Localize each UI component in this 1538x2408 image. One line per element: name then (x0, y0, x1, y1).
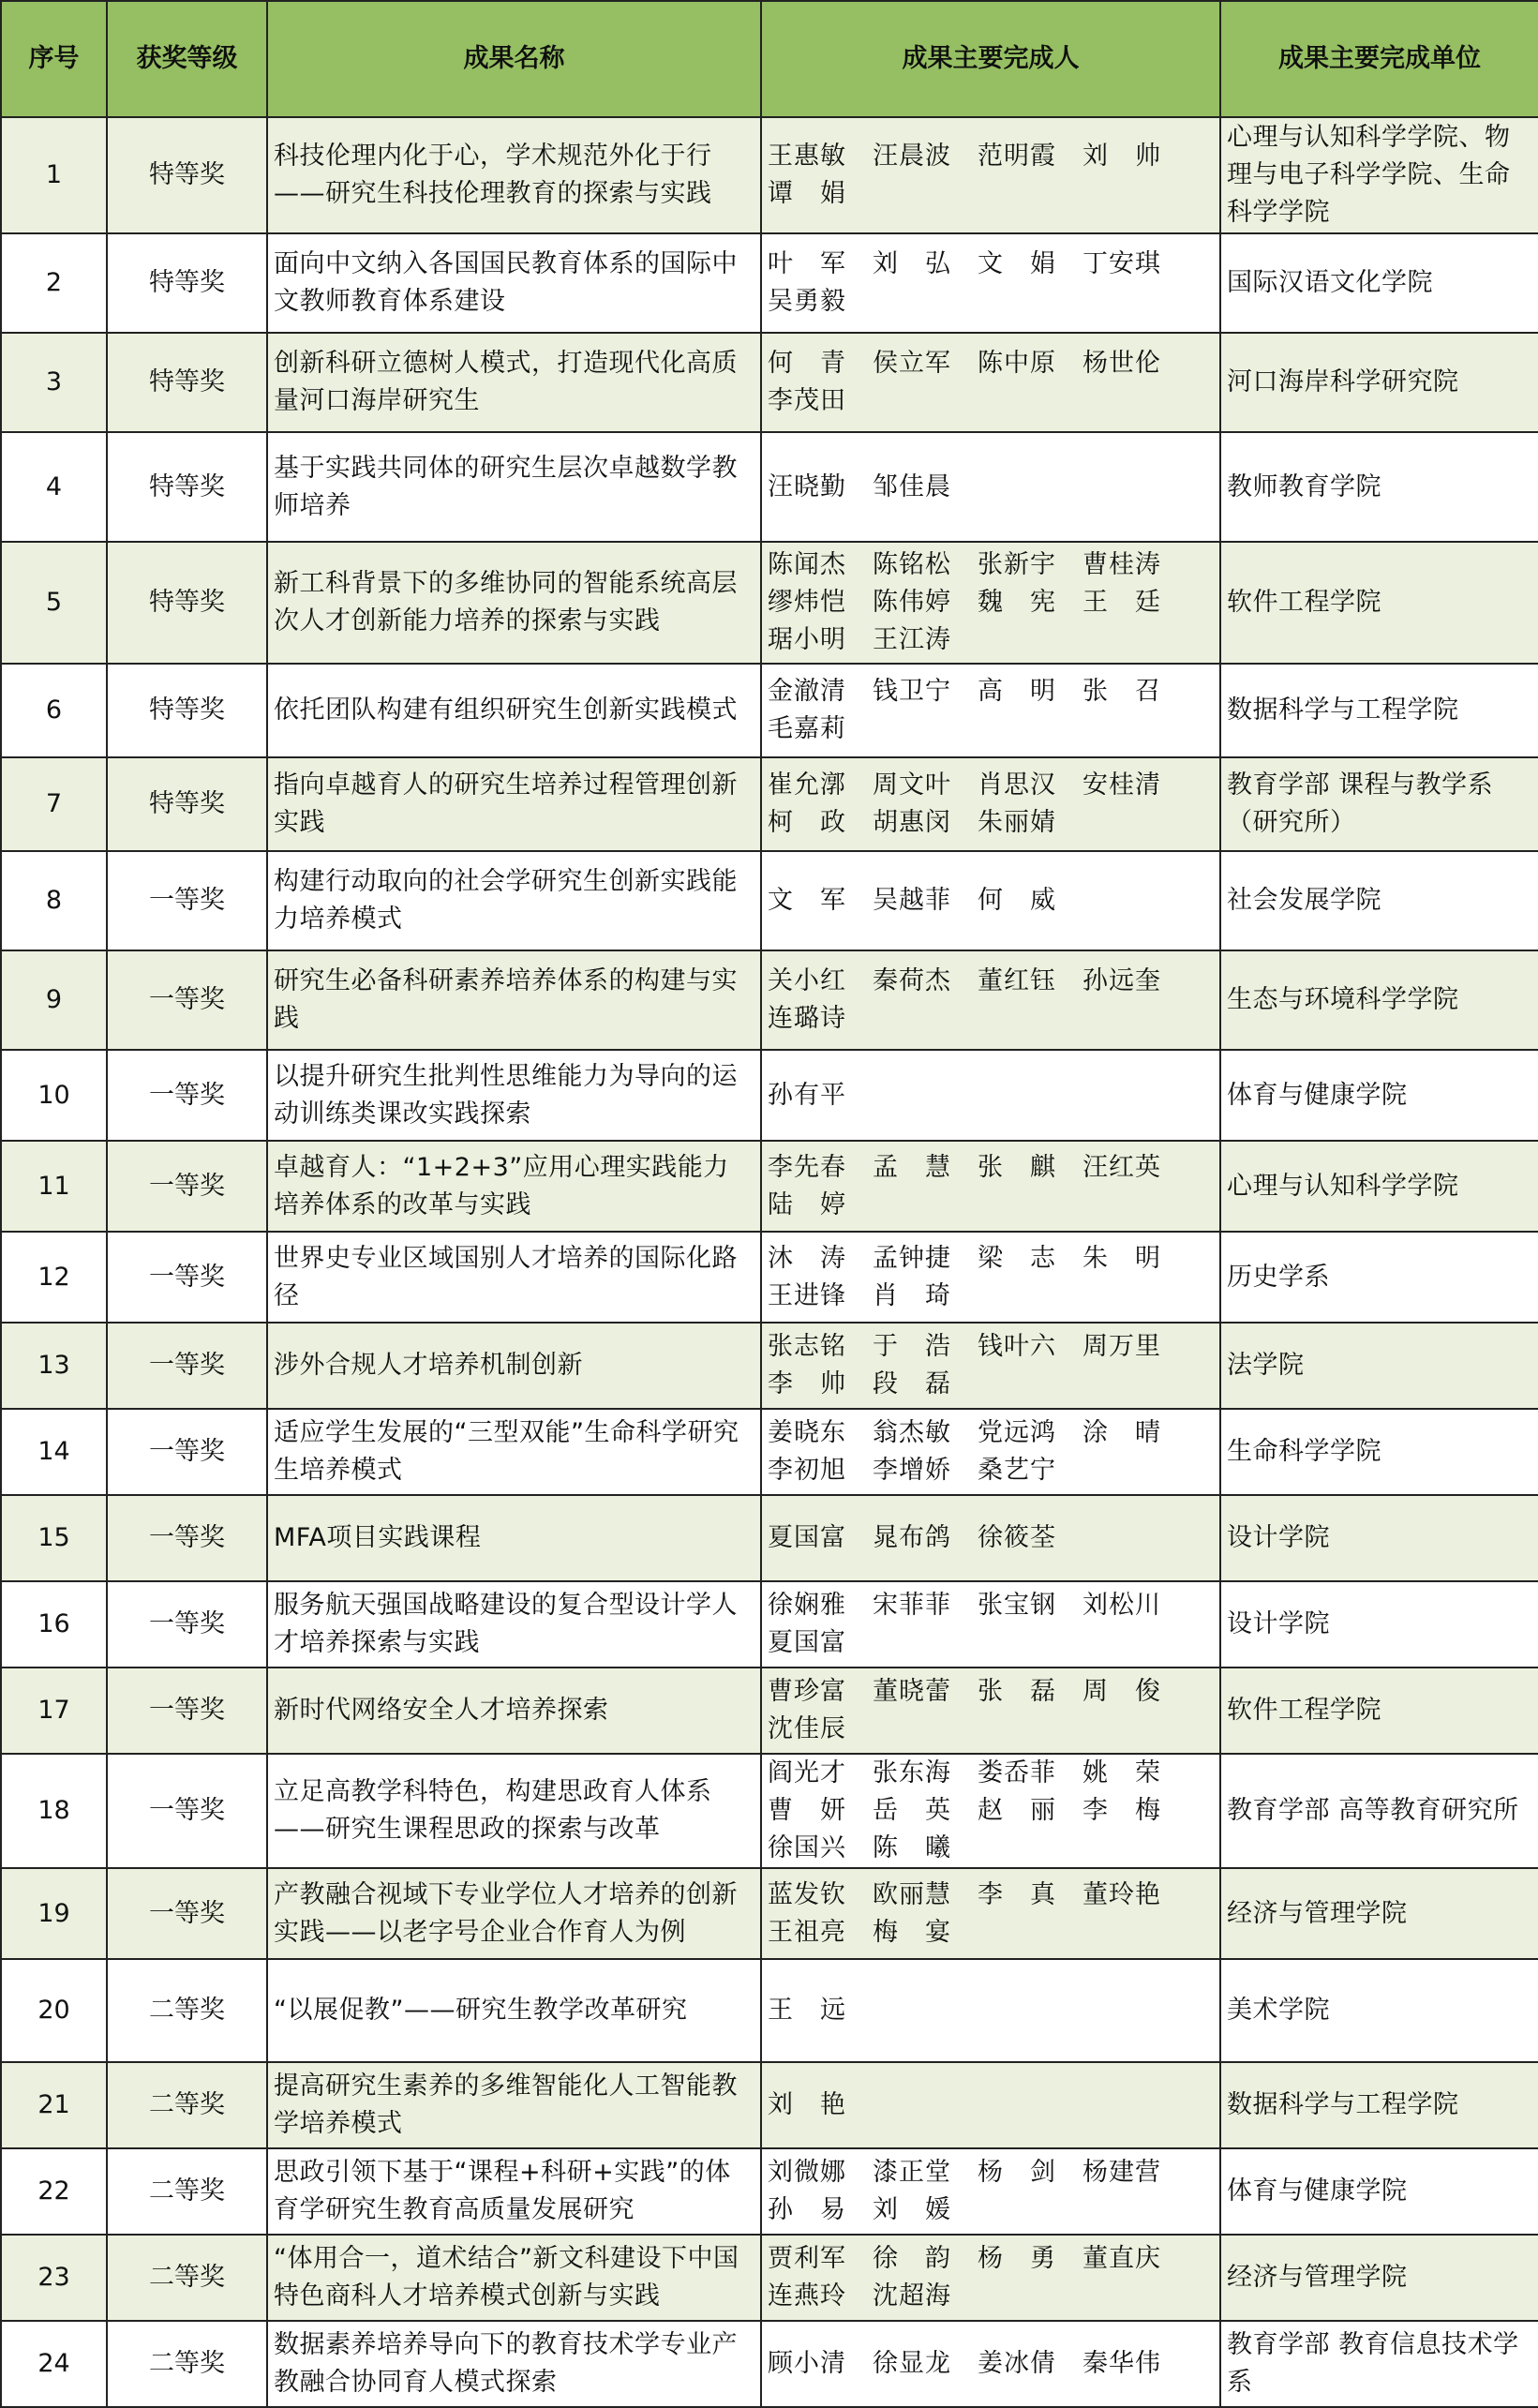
achievement-name: 以提升研究生批判性思维能力为导向的运动训练类课改实践探索 (267, 1050, 761, 1141)
main-unit: 设计学院 (1220, 1495, 1538, 1581)
table-row (1, 117, 1538, 233)
table-row (1, 2148, 1538, 2235)
row-number: 23 (1, 2235, 107, 2321)
row-number: 2 (1, 233, 107, 333)
main-unit: 心理与认知科学学院 (1220, 1141, 1538, 1232)
award-level: 二等奖 (107, 2062, 267, 2148)
table-row (1, 664, 1538, 757)
achievement-name: 面向中文纳入各国国民教育体系的国际中文教师教育体系建设 (267, 233, 761, 333)
main-unit: 数据科学与工程学院 (1220, 664, 1538, 757)
achievement-name: 数据素养培养导向下的教育技术学专业产教融合协同育人模式探索 (267, 2321, 761, 2407)
main-unit: 生态与环境科学学院 (1220, 950, 1538, 1050)
main-unit: 教育学部 教育信息技术学系 (1220, 2321, 1538, 2407)
achievement-name: 思政引领下基于“课程+科研+实践”的体育学研究生教育高质量发展研究 (267, 2148, 761, 2235)
table-row (1, 2235, 1538, 2321)
row-number: 13 (1, 1323, 107, 1409)
main-contributors: 贾利军 徐 韵 杨 勇 董直庆 连燕玲 沈超海 (761, 2235, 1220, 2321)
main-unit: 法学院 (1220, 1323, 1538, 1409)
achievement-name: 世界史专业区域国别人才培养的国际化路径 (267, 1232, 761, 1323)
achievement-name: “以展促教”——研究生教学改革研究 (267, 1959, 761, 2062)
main-contributors: 沐 涛 孟钟捷 梁 志 朱 明 王进锋 肖 琦 (761, 1232, 1220, 1323)
award-level: 二等奖 (107, 2148, 267, 2235)
award-level: 一等奖 (107, 1050, 267, 1141)
row-number: 17 (1, 1668, 107, 1754)
award-level: 二等奖 (107, 2321, 267, 2407)
row-number: 4 (1, 432, 107, 542)
table-row (1, 432, 1538, 542)
award-level: 特等奖 (107, 757, 267, 851)
award-level: 一等奖 (107, 950, 267, 1050)
table-row (1, 1323, 1538, 1409)
table-row (1, 542, 1538, 664)
achievement-name: 依托团队构建有组织研究生创新实践模式 (267, 664, 761, 757)
achievement-name: “体用合一，道术结合”新文科建设下中国特色商科人才培养模式创新与实践 (267, 2235, 761, 2321)
main-unit: 美术学院 (1220, 1959, 1538, 2062)
award-level: 一等奖 (107, 1868, 267, 1959)
table-row (1, 2321, 1538, 2407)
row-number: 1 (1, 117, 107, 233)
award-level: 特等奖 (107, 233, 267, 333)
table-row (1, 1668, 1538, 1754)
row-number: 16 (1, 1581, 107, 1668)
row-number: 7 (1, 757, 107, 851)
main-unit: 河口海岸科学研究院 (1220, 333, 1538, 432)
header-main-contributors: 成果主要完成人 (761, 1, 1220, 117)
main-unit: 经济与管理学院 (1220, 1868, 1538, 1959)
table-row (1, 2062, 1538, 2148)
achievement-name: 适应学生发展的“三型双能”生命科学研究生培养模式 (267, 1409, 761, 1495)
main-unit: 体育与健康学院 (1220, 2148, 1538, 2235)
main-unit: 教育学部 课程与教学系（研究所） (1220, 757, 1538, 851)
award-level: 一等奖 (107, 1754, 267, 1868)
header-award-level: 获奖等级 (107, 1, 267, 117)
row-number: 10 (1, 1050, 107, 1141)
main-unit: 软件工程学院 (1220, 1668, 1538, 1754)
main-contributors: 姜晓东 翁杰敏 党远鸿 涂 晴 李初旭 李增娇 桑艺宁 (761, 1409, 1220, 1495)
table-row (1, 950, 1538, 1050)
table-row (1, 1409, 1538, 1495)
main-contributors: 顾小清 徐显龙 姜冰倩 秦华伟 (761, 2321, 1220, 2407)
row-number: 11 (1, 1141, 107, 1232)
main-unit: 心理与认知科学学院、物理与电子科学学院、生命科学学院 (1220, 117, 1538, 233)
main-contributors: 何 青 侯立军 陈中原 杨世伦 李茂田 (761, 333, 1220, 432)
achievement-name: 构建行动取向的社会学研究生创新实践能力培养模式 (267, 851, 761, 950)
achievement-name: 创新科研立德树人模式，打造现代化高质量河口海岸研究生 (267, 333, 761, 432)
main-contributors: 刘微娜 漆正堂 杨 剑 杨建营 孙 易 刘 媛 (761, 2148, 1220, 2235)
table-row (1, 1232, 1538, 1323)
achievement-name: 产教融合视域下专业学位人才培养的创新实践——以老字号企业合作育人为例 (267, 1868, 761, 1959)
main-contributors: 陈闻杰 陈铭松 张新宇 曹桂涛 缪炜恺 陈伟婷 魏 宪 王 廷 琚小明 王江涛 (761, 542, 1220, 664)
main-unit: 历史学系 (1220, 1232, 1538, 1323)
header-main-units: 成果主要完成单位 (1220, 1, 1538, 117)
main-unit: 教育学部 高等教育研究所 (1220, 1754, 1538, 1868)
table-row (1, 233, 1538, 333)
main-unit: 经济与管理学院 (1220, 2235, 1538, 2321)
main-contributors: 夏国富 晁布鸽 徐筱荃 (761, 1495, 1220, 1581)
main-unit: 数据科学与工程学院 (1220, 2062, 1538, 2148)
table-row (1, 1050, 1538, 1141)
award-level: 一等奖 (107, 1232, 267, 1323)
main-unit: 国际汉语文化学院 (1220, 233, 1538, 333)
main-unit: 软件工程学院 (1220, 542, 1538, 664)
main-unit: 生命科学学院 (1220, 1409, 1538, 1495)
achievement-name: 涉外合规人才培养机制创新 (267, 1323, 761, 1409)
award-level: 一等奖 (107, 1141, 267, 1232)
main-contributors: 曹珍富 董晓蕾 张 磊 周 俊 沈佳辰 (761, 1668, 1220, 1754)
achievement-name: 立足高教学科特色，构建思政育人体系——研究生课程思政的探索与改革 (267, 1754, 761, 1868)
row-number: 5 (1, 542, 107, 664)
award-level: 二等奖 (107, 1959, 267, 2062)
table-row (1, 1141, 1538, 1232)
main-contributors: 王 远 (761, 1959, 1220, 2062)
main-contributors: 文 军 吴越菲 何 威 (761, 851, 1220, 950)
row-number: 15 (1, 1495, 107, 1581)
award-level: 特等奖 (107, 333, 267, 432)
main-contributors: 金澈清 钱卫宁 高 明 张 召 毛嘉莉 (761, 664, 1220, 757)
main-unit: 社会发展学院 (1220, 851, 1538, 950)
row-number: 24 (1, 2321, 107, 2407)
table-row (1, 1495, 1538, 1581)
main-contributors: 徐娴雅 宋菲菲 张宝钢 刘松川 夏国富 (761, 1581, 1220, 1668)
row-number: 9 (1, 950, 107, 1050)
award-level: 特等奖 (107, 664, 267, 757)
table-row (1, 757, 1538, 851)
header-achievement-name: 成果名称 (267, 1, 761, 117)
main-contributors: 王惠敏 汪晨波 范明霞 刘 帅 谭 娟 (761, 117, 1220, 233)
row-number: 6 (1, 664, 107, 757)
table-row (1, 1959, 1538, 2062)
achievement-name: 卓越育人：“1+2+3”应用心理实践能力培养体系的改革与实践 (267, 1141, 761, 1232)
achievement-name: MFA项目实践课程 (267, 1495, 761, 1581)
award-level: 一等奖 (107, 1409, 267, 1495)
main-contributors: 蓝发钦 欧丽慧 李 真 董玲艳 王祖亮 梅 宴 (761, 1868, 1220, 1959)
award-level: 一等奖 (107, 1323, 267, 1409)
main-contributors: 孙有平 (761, 1050, 1220, 1141)
row-number: 18 (1, 1754, 107, 1868)
award-level: 特等奖 (107, 117, 267, 233)
award-level: 一等奖 (107, 851, 267, 950)
main-contributors: 关小红 秦荷杰 董红钰 孙远奎 连璐诗 (761, 950, 1220, 1050)
achievement-name: 服务航天强国战略建设的复合型设计学人才培养探索与实践 (267, 1581, 761, 1668)
main-unit: 设计学院 (1220, 1581, 1538, 1668)
row-number: 21 (1, 2062, 107, 2148)
row-number: 12 (1, 1232, 107, 1323)
main-unit: 体育与健康学院 (1220, 1050, 1538, 1141)
achievement-name: 指向卓越育人的研究生培养过程管理创新实践 (267, 757, 761, 851)
table-row (1, 333, 1538, 432)
row-number: 19 (1, 1868, 107, 1959)
table-row (1, 851, 1538, 950)
award-level: 一等奖 (107, 1668, 267, 1754)
main-contributors: 李先春 孟 慧 张 麒 汪红英 陆 婷 (761, 1141, 1220, 1232)
achievement-name: 新时代网络安全人才培养探索 (267, 1668, 761, 1754)
award-level: 二等奖 (107, 2235, 267, 2321)
main-unit: 教师教育学院 (1220, 432, 1538, 542)
award-level: 一等奖 (107, 1495, 267, 1581)
row-number: 3 (1, 333, 107, 432)
main-contributors: 刘 艳 (761, 2062, 1220, 2148)
main-contributors: 汪晓勤 邹佳晨 (761, 432, 1220, 542)
achievement-name: 科技伦理内化于心，学术规范外化于行——研究生科技伦理教育的探索与实践 (267, 117, 761, 233)
row-number: 20 (1, 1959, 107, 2062)
achievement-name: 提高研究生素养的多维智能化人工智能教学培养模式 (267, 2062, 761, 2148)
table-row (1, 1581, 1538, 1668)
award-level: 特等奖 (107, 542, 267, 664)
row-number: 8 (1, 851, 107, 950)
row-number: 22 (1, 2148, 107, 2235)
achievement-name: 研究生必备科研素养培养体系的构建与实践 (267, 950, 761, 1050)
achievement-name: 新工科背景下的多维协同的智能系统高层次人才创新能力培养的探索与实践 (267, 542, 761, 664)
table-row (1, 1754, 1538, 1868)
header-number: 序号 (1, 1, 107, 117)
main-contributors: 叶 军 刘 弘 文 娟 丁安琪 吴勇毅 (761, 233, 1220, 333)
award-level: 一等奖 (107, 1581, 267, 1668)
main-contributors: 阎光才 张东海 娄岙菲 姚 荣 曹 妍 岳 英 赵 丽 李 梅 徐国兴 陈 曦 (761, 1754, 1220, 1868)
main-contributors: 张志铭 于 浩 钱叶六 周万里 李 帅 段 磊 (761, 1323, 1220, 1409)
row-number: 14 (1, 1409, 107, 1495)
achievement-name: 基于实践共同体的研究生层次卓越数学教师培养 (267, 432, 761, 542)
award-level: 特等奖 (107, 432, 267, 542)
header-row (1, 1, 1538, 117)
table-row (1, 1868, 1538, 1959)
main-contributors: 崔允漷 周文叶 肖思汉 安桂清 柯 政 胡惠闵 朱丽婧 (761, 757, 1220, 851)
